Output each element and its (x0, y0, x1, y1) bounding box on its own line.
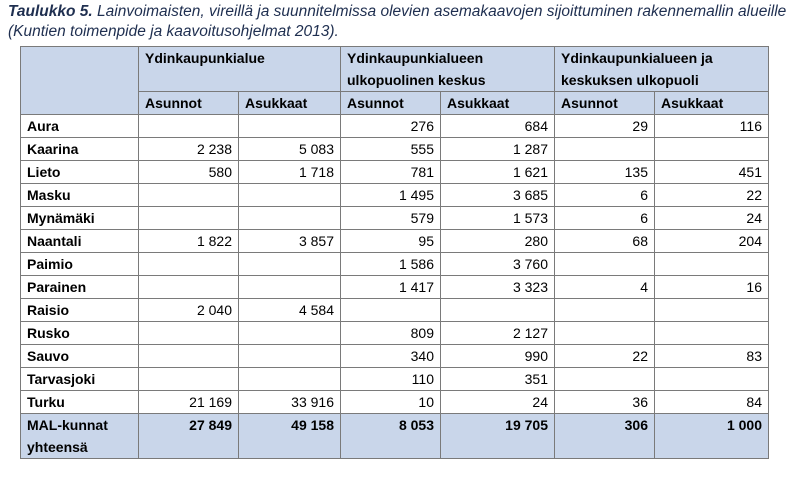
value-cell: 29 (555, 115, 655, 138)
value-cell: 116 (655, 115, 769, 138)
value-cell: 809 (341, 322, 441, 345)
value-cell: 1 495 (341, 184, 441, 207)
value-cell: 1 586 (341, 253, 441, 276)
column-header: Asukkaat (441, 92, 555, 115)
value-cell: 781 (341, 161, 441, 184)
value-cell (555, 253, 655, 276)
value-cell: 68 (555, 230, 655, 253)
municipality-name: Parainen (21, 276, 139, 299)
value-cell (239, 207, 341, 230)
value-cell: 95 (341, 230, 441, 253)
column-header: Asukkaat (655, 92, 769, 115)
municipality-name: Rusko (21, 322, 139, 345)
value-cell (655, 138, 769, 161)
column-header: Asunnot (139, 92, 239, 115)
caption-text: Lainvoimaisten, vireillä ja suunnitelmissa olevien asemakaavojen sijoittuminen rakennemallin alueille (Kuntien toimenpide ja kaavoitusohjelmat 2013). (8, 3, 787, 40)
value-cell: 83 (655, 345, 769, 368)
table-row (21, 115, 769, 138)
value-cell: 3 760 (441, 253, 555, 276)
value-cell (555, 299, 655, 322)
value-cell (555, 322, 655, 345)
value-cell: 351 (441, 368, 555, 391)
value-cell: 306 (555, 414, 655, 459)
value-cell: 27 849 (139, 414, 239, 459)
group-header: Ydinkaupunkialueen ja keskuksen ulkopuoli (555, 47, 769, 92)
value-cell: 1 822 (139, 230, 239, 253)
value-cell (139, 345, 239, 368)
value-cell: 135 (555, 161, 655, 184)
value-cell (239, 322, 341, 345)
value-cell: 1 417 (341, 276, 441, 299)
municipality-name: Kaarina (21, 138, 139, 161)
value-cell: 579 (341, 207, 441, 230)
municipality-name: Raisio (21, 299, 139, 322)
municipality-name: Lieto (21, 161, 139, 184)
caption-label: Taulukko 5. (8, 3, 93, 20)
corner-cell (21, 47, 139, 115)
value-cell: 3 857 (239, 230, 341, 253)
value-cell: 3 685 (441, 184, 555, 207)
municipality-name: Aura (21, 115, 139, 138)
value-cell: 990 (441, 345, 555, 368)
value-cell: 1 621 (441, 161, 555, 184)
table-row (21, 345, 769, 368)
column-header: Asunnot (555, 92, 655, 115)
value-cell: 276 (341, 115, 441, 138)
column-header: Asukkaat (239, 92, 341, 115)
value-cell (139, 276, 239, 299)
value-cell: 580 (139, 161, 239, 184)
value-cell: 36 (555, 391, 655, 414)
value-cell: 1 718 (239, 161, 341, 184)
table-row (21, 138, 769, 161)
value-cell: 4 584 (239, 299, 341, 322)
table-row (21, 253, 769, 276)
value-cell (341, 299, 441, 322)
value-cell: 280 (441, 230, 555, 253)
value-cell (239, 115, 341, 138)
table-row (21, 299, 769, 322)
value-cell (139, 322, 239, 345)
value-cell: 4 (555, 276, 655, 299)
value-cell (139, 368, 239, 391)
value-cell (239, 184, 341, 207)
value-cell: 19 705 (441, 414, 555, 459)
data-table (20, 46, 769, 459)
value-cell: 204 (655, 230, 769, 253)
value-cell (555, 138, 655, 161)
municipality-name: Masku (21, 184, 139, 207)
value-cell: 84 (655, 391, 769, 414)
value-cell: 6 (555, 207, 655, 230)
value-cell: 2 238 (139, 138, 239, 161)
value-cell: 340 (341, 345, 441, 368)
value-cell: 2 127 (441, 322, 555, 345)
value-cell (139, 253, 239, 276)
value-cell (139, 207, 239, 230)
value-cell (239, 253, 341, 276)
value-cell: 24 (441, 391, 555, 414)
value-cell: 1 573 (441, 207, 555, 230)
column-header: Asunnot (341, 92, 441, 115)
municipality-name: MAL-kunnat yhteensä (21, 414, 139, 459)
value-cell: 49 158 (239, 414, 341, 459)
value-cell: 6 (555, 184, 655, 207)
total-row (21, 414, 769, 459)
municipality-name: Sauvo (21, 345, 139, 368)
table-row (21, 368, 769, 391)
value-cell: 10 (341, 391, 441, 414)
value-cell (655, 299, 769, 322)
value-cell (239, 368, 341, 391)
value-cell: 3 323 (441, 276, 555, 299)
value-cell: 16 (655, 276, 769, 299)
value-cell: 110 (341, 368, 441, 391)
group-header: Ydinkaupunkialueen ulkopuolinen keskus (341, 47, 555, 92)
table-row (21, 322, 769, 345)
table-row (21, 207, 769, 230)
value-cell: 8 053 (341, 414, 441, 459)
municipality-name: Mynämäki (21, 207, 139, 230)
value-cell: 22 (655, 184, 769, 207)
table-row (21, 230, 769, 253)
value-cell (139, 115, 239, 138)
value-cell: 451 (655, 161, 769, 184)
value-cell (239, 345, 341, 368)
value-cell: 5 083 (239, 138, 341, 161)
municipality-name: Turku (21, 391, 139, 414)
value-cell (655, 368, 769, 391)
value-cell (655, 322, 769, 345)
value-cell: 684 (441, 115, 555, 138)
value-cell: 1 287 (441, 138, 555, 161)
value-cell: 555 (341, 138, 441, 161)
table-caption (8, 2, 808, 42)
table-row (21, 391, 769, 414)
table-row (21, 276, 769, 299)
value-cell: 24 (655, 207, 769, 230)
value-cell: 1 000 (655, 414, 769, 459)
value-cell: 22 (555, 345, 655, 368)
table-row (21, 184, 769, 207)
value-cell (239, 276, 341, 299)
group-header-row (21, 47, 769, 92)
value-cell (139, 184, 239, 207)
value-cell (555, 368, 655, 391)
municipality-name: Paimio (21, 253, 139, 276)
table-row (21, 161, 769, 184)
value-cell: 21 169 (139, 391, 239, 414)
group-header: Ydinkaupunkialue (139, 47, 341, 92)
municipality-name: Naantali (21, 230, 139, 253)
value-cell (655, 253, 769, 276)
municipality-name: Tarvasjoki (21, 368, 139, 391)
value-cell: 33 916 (239, 391, 341, 414)
value-cell: 2 040 (139, 299, 239, 322)
value-cell (441, 299, 555, 322)
